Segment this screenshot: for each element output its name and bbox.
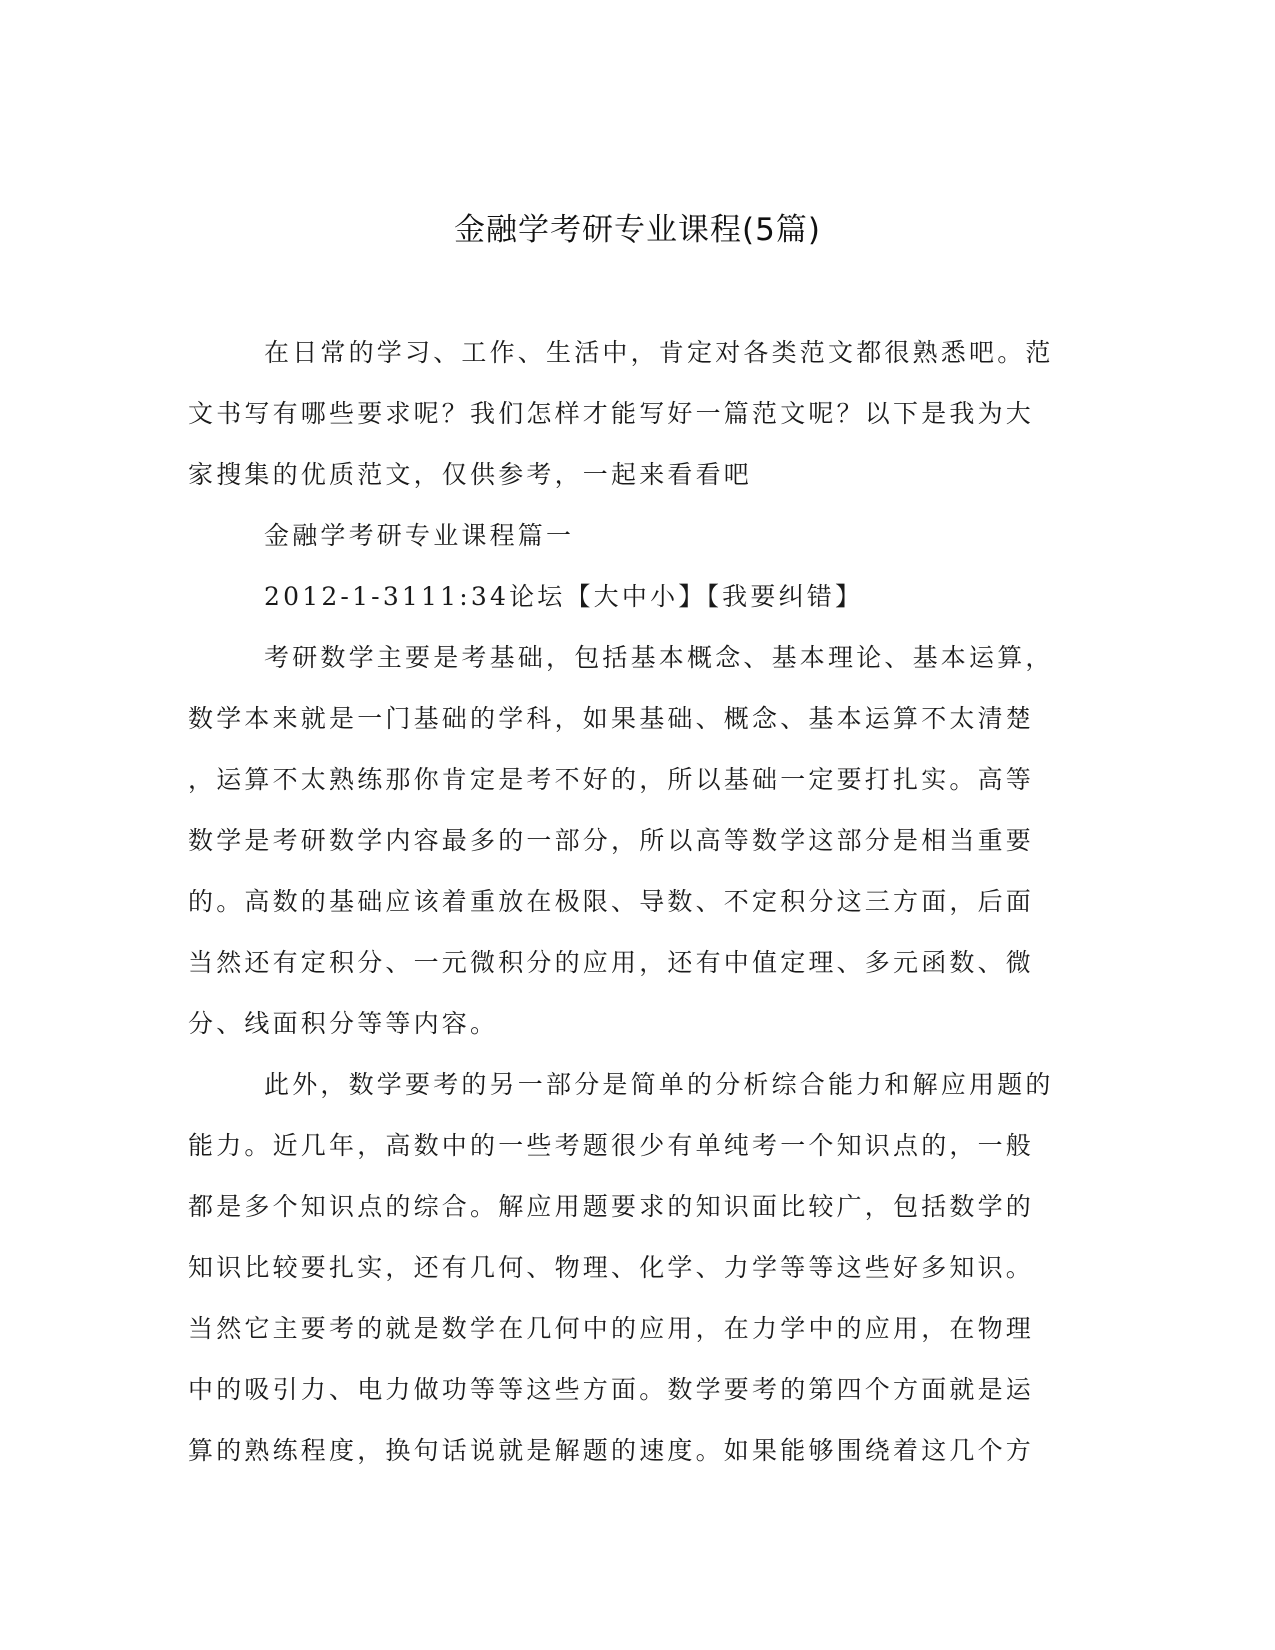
section-heading-text: 金融学考研专业课程篇一: [264, 521, 575, 550]
text-line: 文书写有哪些要求呢？我们怎样才能写好一篇范文呢？以下是我为大: [188, 399, 1035, 428]
text-line: 数学是考研数学内容最多的一部分，所以高等数学这部分是相当重要: [188, 826, 1035, 855]
text-line: 能力。近几年，高数中的一些考题很少有单纯考一个知识点的，一般: [188, 1131, 1035, 1160]
section-heading: [188, 505, 1068, 566]
post-meta: [188, 566, 1068, 627]
text-line: 考研数学主要是考基础，包括基本概念、基本理论、基本运算，: [264, 643, 1054, 672]
text-line: 在日常的学习、工作、生活中，肯定对各类范文都很熟悉吧。范: [264, 338, 1054, 367]
text-line: 家搜集的优质范文，仅供参考，一起来看看吧: [188, 460, 753, 489]
text-line: 数学本来就是一门基础的学科，如果基础、概念、基本运算不太清楚: [188, 704, 1035, 733]
text-line: 当然它主要考的就是数学在几何中的应用，在力学中的应用，在物理: [188, 1314, 1035, 1343]
intro-paragraph: [188, 322, 1068, 505]
document-body: [188, 322, 1068, 1481]
document-title: 金融学考研专业课程(5篇): [454, 212, 821, 248]
text-line: 知识比较要扎实，还有几何、物理、化学、力学等等这些好多知识。: [188, 1253, 1035, 1282]
text-line: 分、线面积分等等内容。: [188, 1009, 499, 1038]
text-line: 算的熟练程度，换句话说就是解题的速度。如果能够围绕着这几个方: [188, 1436, 1035, 1465]
text-line: 的。高数的基础应该着重放在极限、导数、不定积分这三方面，后面: [188, 887, 1035, 916]
text-line: 都是多个知识点的综合。解应用题要求的知识面比较广，包括数学的: [188, 1192, 1035, 1221]
body-paragraph-2: [188, 1054, 1068, 1481]
text-line: 此外，数学要考的另一部分是简单的分析综合能力和解应用题的: [264, 1070, 1054, 1099]
text-line: 中的吸引力、电力做功等等这些方面。数学要考的第四个方面就是运: [188, 1375, 1035, 1404]
body-paragraph-1: [188, 627, 1068, 1054]
post-meta-text: 2012-1-3111:34论坛【大中小】【我要纠错】: [264, 582, 864, 611]
text-line: 当然还有定积分、一元微积分的应用，还有中值定理、多元函数、微: [188, 948, 1035, 977]
text-line: ，运算不太熟练那你肯定是考不好的，所以基础一定要打扎实。高等: [188, 765, 1035, 794]
